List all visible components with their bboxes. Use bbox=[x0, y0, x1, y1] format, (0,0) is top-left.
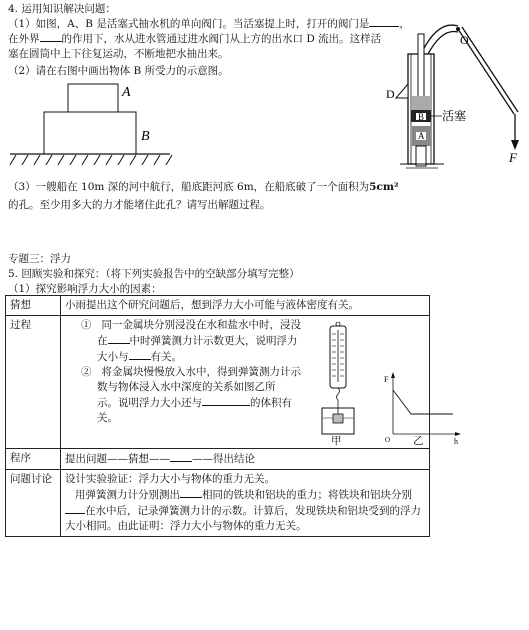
step2-l3a: 示。说明浮力大小还与 bbox=[97, 397, 202, 409]
table-row bbox=[6, 296, 430, 316]
q4-p3-area: 5cm² bbox=[369, 181, 399, 193]
q4-p3-text-a: （3）一艘船在 10m 深的河中航行，船底距河底 6m，在船底破了一个面积为 bbox=[8, 181, 370, 193]
pump-figure bbox=[378, 14, 528, 174]
graph-label-h: h bbox=[454, 437, 458, 444]
answer-blank[interactable] bbox=[108, 333, 130, 344]
table-row bbox=[6, 449, 430, 470]
q4-p1-text-a: （1）如图，A、B 是活塞式抽水机的单向阀门。当活塞提上时，打开的阀门是 bbox=[8, 18, 370, 30]
step2-l1: 将金属块慢慢放入水中，得到弹簧测力计示 bbox=[101, 366, 302, 378]
q4-p3-line1 bbox=[8, 179, 399, 194]
topic3-heading: 专题三：浮力 bbox=[8, 253, 71, 265]
answer-blank[interactable] bbox=[40, 31, 62, 42]
q4-p1-line3: 塞在圆筒中上下往复运动，不断地把水抽出来。 bbox=[8, 48, 229, 60]
step2-l2: 数与物体浸入水中深度的关系如图乙所 bbox=[97, 381, 276, 393]
label-b: B bbox=[141, 129, 150, 144]
discussion-l4: 大小相同。由此证明：浮力大小与物体的重力无关。 bbox=[65, 520, 307, 532]
row-procedure-cell bbox=[61, 449, 430, 470]
answer-blank[interactable] bbox=[65, 503, 85, 514]
row-discussion-cell bbox=[61, 470, 430, 537]
graph-label-o: O bbox=[385, 436, 391, 444]
q4-p1-line1 bbox=[8, 16, 410, 31]
step1 bbox=[81, 318, 301, 365]
spring-scale-figure bbox=[318, 322, 358, 448]
discussion-l2b: 相同的铁块和铝块的重力；将铁块和铝块分别 bbox=[202, 489, 412, 501]
answer-blank[interactable] bbox=[202, 395, 250, 406]
step2-l3b: 的体积有 bbox=[250, 397, 292, 409]
discussion-l3: 在水中后，记录弹簧测力计的示数。计算后，发现铁块和铝块受到的浮力 bbox=[85, 505, 421, 517]
step1-l2a: 在 bbox=[97, 335, 108, 347]
answer-blank[interactable] bbox=[170, 451, 192, 462]
ground-hatch bbox=[10, 155, 172, 165]
fig-label-yi: 乙 bbox=[413, 435, 424, 447]
pump-label-piston: 活塞 bbox=[442, 109, 467, 123]
step1-l2b: 中时弹簧测力计示数更大，说明浮力 bbox=[129, 335, 298, 347]
pump-label-o: O bbox=[460, 33, 469, 47]
step2-num: ② bbox=[81, 366, 92, 378]
answer-blank[interactable] bbox=[129, 349, 151, 360]
block-b bbox=[44, 112, 136, 154]
label-a: A bbox=[122, 85, 131, 100]
q4-p1-text-d: 的作用下，水从进水管通过进水阀门从上方的出水口 D 流出。这样活 bbox=[61, 33, 382, 45]
step1-l3b: 有关。 bbox=[150, 351, 182, 363]
step1-l1: 同一金属块分别浸没在水和盐水中时，浸没 bbox=[101, 319, 302, 331]
process-cell bbox=[61, 316, 458, 449]
row-label-procedure: 程序 bbox=[6, 449, 61, 470]
report-table bbox=[5, 295, 458, 537]
pump-label-d: D bbox=[386, 87, 395, 101]
row-label-discussion: 问题讨论 bbox=[6, 470, 61, 537]
procedure-text-b: ——得出结论 bbox=[192, 453, 255, 465]
table-row bbox=[6, 470, 430, 537]
step1-num: ① bbox=[81, 319, 92, 331]
q4-p1-text-c: 在外界 bbox=[8, 33, 40, 45]
force-depth-graph bbox=[383, 370, 463, 444]
step2 bbox=[81, 365, 301, 426]
discussion-l1: 设计实验验证：浮力大小与物体的重力无关。 bbox=[65, 473, 275, 485]
q5-title: 5. 回顾实验和探究：（将下列实验报告中的空缺部分填写完整） bbox=[8, 268, 300, 280]
q4-title: 4. 运用知识解决问题： bbox=[8, 3, 116, 15]
graph-label-f: F bbox=[384, 375, 389, 384]
q4-p3-line2: 的孔。至少用多大的力才能堵住此孔？请写出解题过程。 bbox=[8, 199, 271, 211]
procedure-text-a: 提出问题——猜想—— bbox=[65, 453, 170, 465]
step2-l4: 关。 bbox=[97, 412, 118, 424]
row-label-process: 过程 bbox=[6, 316, 61, 449]
fig-label-jia: 甲 bbox=[331, 435, 342, 447]
q4-p1-line2 bbox=[8, 31, 381, 46]
pump-label-f: F bbox=[509, 150, 517, 165]
q4-p2: （2）请在右图中画出物体 B 所受力的示意图。 bbox=[8, 65, 229, 77]
discussion-l2a: 用弹簧测力计分别测出 bbox=[75, 489, 180, 501]
block-a bbox=[68, 84, 118, 112]
answer-blank[interactable] bbox=[180, 487, 202, 498]
pump-label-b: B bbox=[418, 112, 425, 122]
q4-p1-text-b: ， bbox=[399, 18, 410, 30]
pump-label-a: A bbox=[418, 131, 425, 141]
row-guess-text: 小雨提出这个研究问题后，想到浮力大小可能与液体密度有关。 bbox=[61, 296, 430, 316]
table-row bbox=[6, 316, 430, 449]
graph-curve bbox=[393, 390, 453, 414]
blocks-figure bbox=[8, 78, 173, 170]
step1-l3a: 大小与 bbox=[97, 351, 129, 363]
row-label-guess: 猜想 bbox=[6, 296, 61, 316]
q5-sub1: （1）探究影响浮力大小的因素： bbox=[8, 283, 162, 295]
